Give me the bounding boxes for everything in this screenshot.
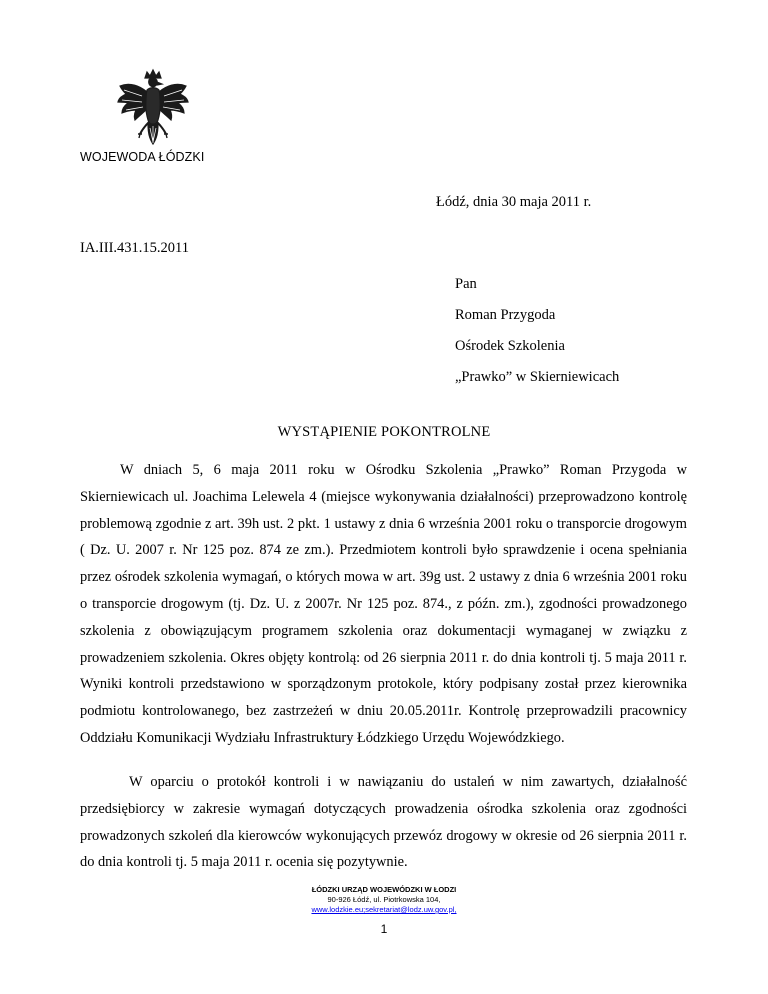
recipient-organization: Ośrodek Szkolenia [455,338,565,354]
place-and-date: Łódź, dnia 30 maja 2011 r. [436,194,592,210]
issuer-name: WOJEWODA ŁÓDZKI [80,150,205,164]
document-title: WYSTĄPIENIE POKONTROLNE [277,424,491,440]
recipient-block [455,276,619,400]
recipient-name: Roman Przygoda [455,307,556,323]
footer [0,885,768,915]
white-eagle-emblem-icon [112,68,194,152]
footer-organization: ŁÓDZKI URZĄD WOJEWÓDZKI W ŁODZI [311,885,457,894]
body-paragraph: W dniach 5, 6 maja 2011 roku w Ośrodku Szkolenia „Prawko” Roman Przygoda w Skierniewicach ul. Joachima Lelewela 4 (miejsce wykonywania działalności) przeprowadzono kontrolę problemową zgodnie z art. 39h ust. 2 pkt. 1 ustawy z dnia 6 września 2001 roku o transporcie drogowym ( Dz. U. 2007 r. Nr 125 poz. 874 ze zm.). Przedmiotem kontroli było sprawdzenie i ocena spełniania przez ośrodek szkolenia wymagań, o których mowa w art. 39g ust. 2 ustawy z dnia 6 września 2001 roku o transporcie drogowym (tj. Dz. U. z 2007r. Nr 125 poz. 874., z późn. zm.), zgodności prowadzonego szkolenia z obowiązującym programem szkolenia oraz dokumentacji wymaganej w związku z prowadzeniem szkolenia. Okres objęty kontrolą: od 26 sierpnia 2011 r. do dnia kontroli tj. 5 maja 2011 r. Wyniki kontroli przedstawiono w sporządzonym protokole, który podpisany został przez kierownika podmiotu kontrolowanego, bez zastrzeżeń w dniu 20.05.2011r. Kontrolę przeprowadzili pracownicy Oddziału Komunikacji Wydziału Infrastruktury Łódzkiego Urzędu Wojewódzkiego. [80,462,687,746]
page-number: 1 [380,922,388,936]
footer-address: 90-926 Łódź, ul. Piotrkowska 104, [327,895,441,904]
footer-links[interactable]: www.lodzkie.eu;sekretariat@lodz.uw.gov.pl, [311,905,457,914]
reference-number: IA.III.431.15.2011 [80,240,189,256]
body-paragraph: W oparciu o protokół kontroli i w nawiązaniu do ustaleń w nim zawartych, działalność przedsiębiorcy w zakresie wymagań dotyczących prowadzenia ośrodka szkolenia oraz zgodności prowadzonych szkoleń dla kierowców wykonujących przewóz drogowy w okresie od 26 sierpnia 2011 r. do dnia kontroli tj. 5 maja 2011 r. ocenia się pozytywnie. [80,774,687,871]
recipient-salutation: Pan [455,276,477,292]
recipient-location: „Prawko” w Skierniewicach [455,369,620,385]
